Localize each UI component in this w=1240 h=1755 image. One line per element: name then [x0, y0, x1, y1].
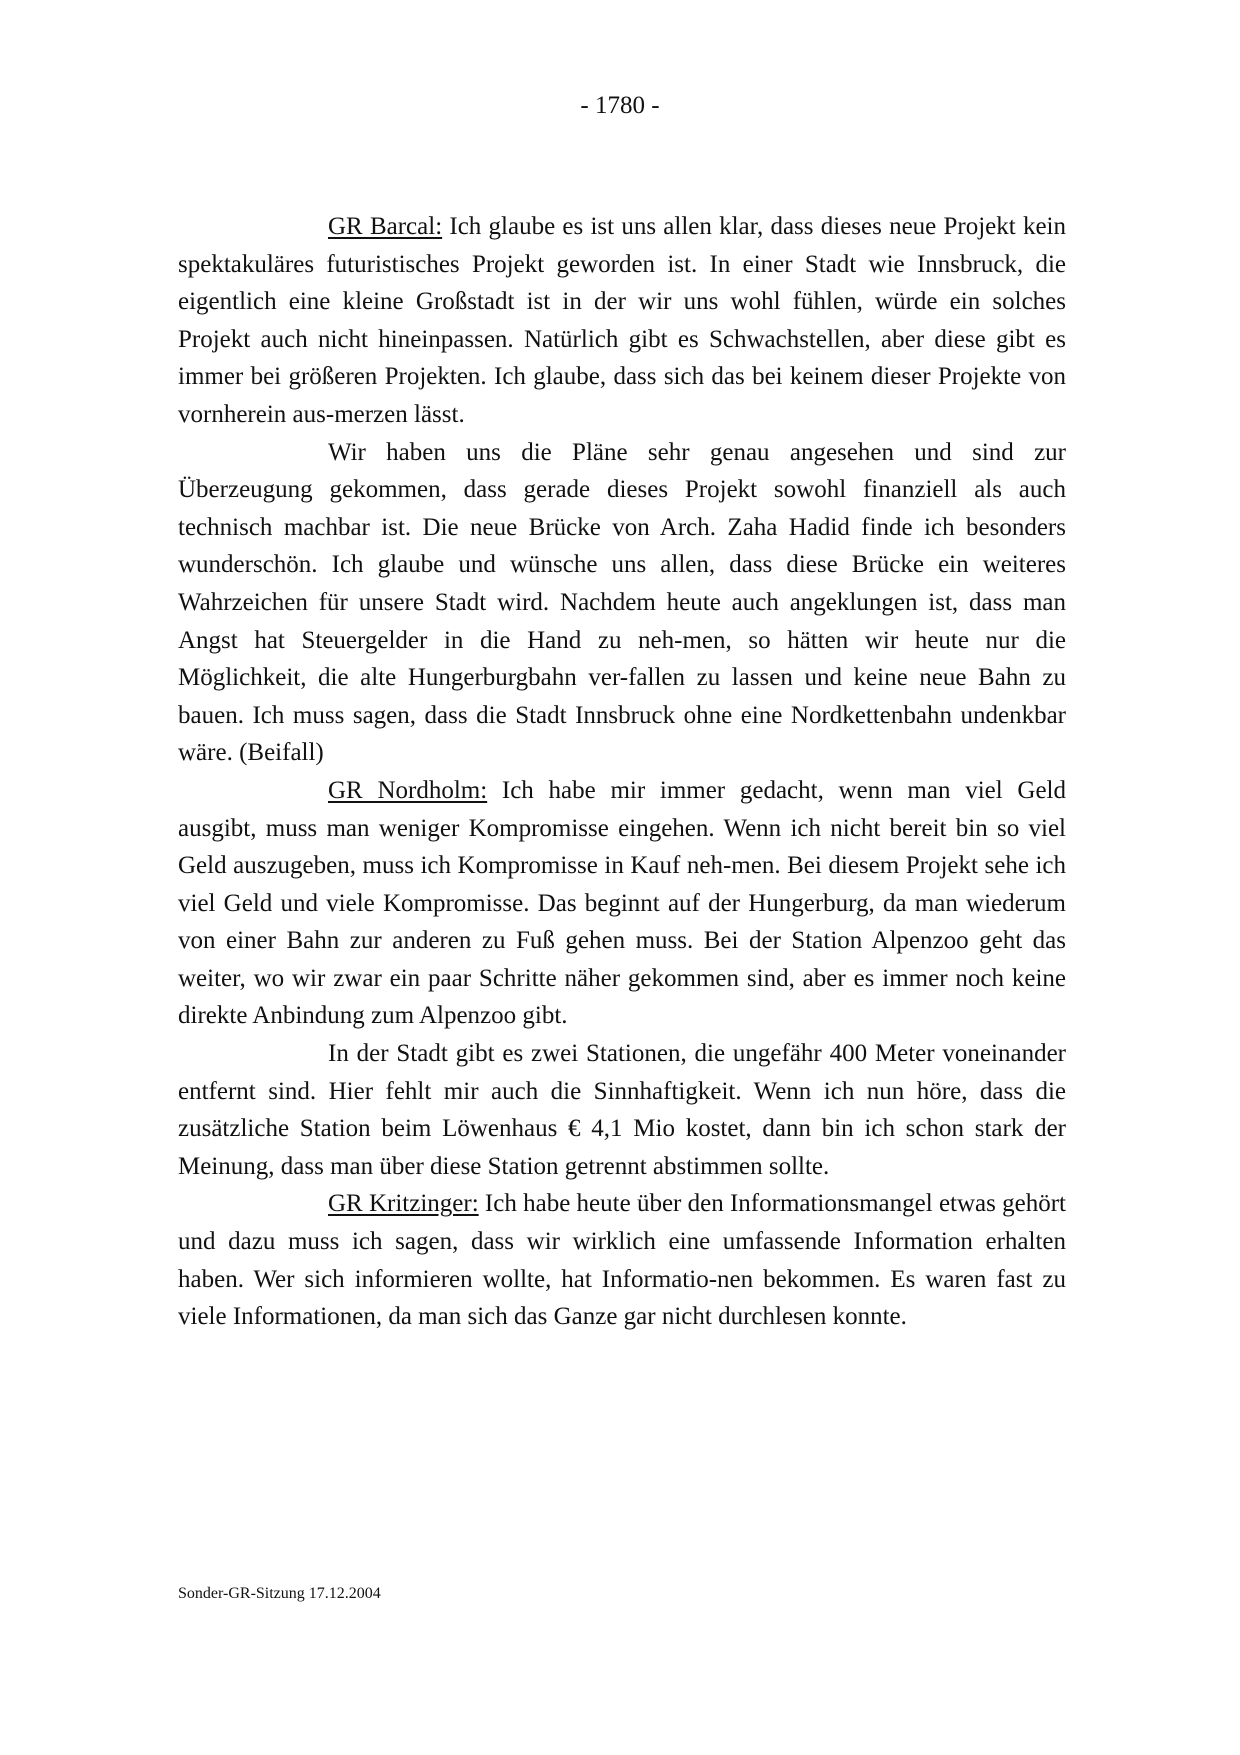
speaker-name: GR Kritzinger:	[328, 1190, 479, 1218]
paragraph-barcal	[178, 208, 1066, 434]
paragraph-text: Ich glaube es ist uns allen klar, dass dieses neue Projekt kein spektakuläres futuristisches Projekt geworden ist. In einer Stadt wie Innsbruck, die eigentlich eine kleine Großstadt ist in der wir uns wohl fühlen, würde ein solches Projekt auch nicht hineinpassen. Natürlich gibt es Schwachstellen, aber diese gibt es immer bei größeren Projekten. Ich glaube, dass sich das bei keinem dieser Projekte von vornherein aus-merzen lässt.	[178, 213, 1066, 428]
paragraph-text: Ich habe mir immer gedacht, wenn man viel Geld ausgibt, muss man weniger Kompromisse eingehen. Wenn ich nicht bereit bin so viel Geld auszugeben, muss ich Kompromisse in Kauf neh-men. Bei diesem Projekt sehe ich viel Geld und viele Kompromisse. Das beginnt auf der Hungerburg, da man wiederum von einer Bahn zur anderen zu Fuß gehen muss. Bei der Station Alpenzoo geht das weiter, wo wir zwar ein paar Schritte näher gekommen sind, aber es immer noch keine direkte Anbindung zum Alpenzoo gibt.	[178, 776, 1066, 1030]
paragraph-nordholm-continued	[178, 1035, 1066, 1185]
paragraph-text: Wir haben uns die Pläne sehr genau angesehen und sind zur Überzeugung gekommen, dass gerade dieses Projekt sowohl finanziell als auch technisch machbar ist. Die neue Brücke von Arch. Zaha Hadid finde ich besonders wunderschön. Ich glaube und wünsche uns allen, dass diese Brücke ein weiteres Wahrzeichen für unsere Stadt wird. Nachdem heute auch angeklungen ist, dass man Angst hat Steuergelder in die Hand zu neh-men, so hätten wir heute nur die Möglichkeit, die alte Hungerburgbahn ver-fallen zu lassen und keine neue Bahn zu bauen. Ich muss sagen, dass die Stadt Innsbruck ohne eine Nordkettenbahn undenkbar wäre. (Beifall)	[178, 438, 1066, 767]
page-number: - 1780 -	[580, 92, 660, 119]
document-body	[178, 208, 1066, 1336]
speaker-name: GR Barcal:	[328, 213, 443, 240]
footer-session-label: Sonder-GR-Sitzung 17.12.2004	[178, 1585, 381, 1602]
paragraph-text: In der Stadt gibt es zwei Stationen, die ungefähr 400 Meter voneinander entfernt sind. Hier fehlt mir auch die Sinnhaftigkeit. Wenn ich nun höre, dass die zusätzliche Station beim Löwenhaus € 4,1 Mio kostet, dann bin ich schon stark der Meinung, dass man über diese Station getrennt abstimmen sollte.	[178, 1040, 1066, 1180]
paragraph-text: Ich habe heute über den Informationsmangel etwas gehört und dazu muss ich sagen, dass wir wirklich eine umfassende Information erhalten haben. Wer sich informieren wollte, hat Informatio-nen bekommen. Es waren fast zu viele Informationen, da man sich das Ganze gar nicht durchlesen konnte.	[178, 1190, 1066, 1331]
paragraph-kritzinger	[178, 1185, 1066, 1335]
paragraph-barcal-continued	[178, 434, 1066, 772]
speaker-name: GR Nordholm:	[328, 776, 488, 804]
paragraph-nordholm	[178, 772, 1066, 1035]
